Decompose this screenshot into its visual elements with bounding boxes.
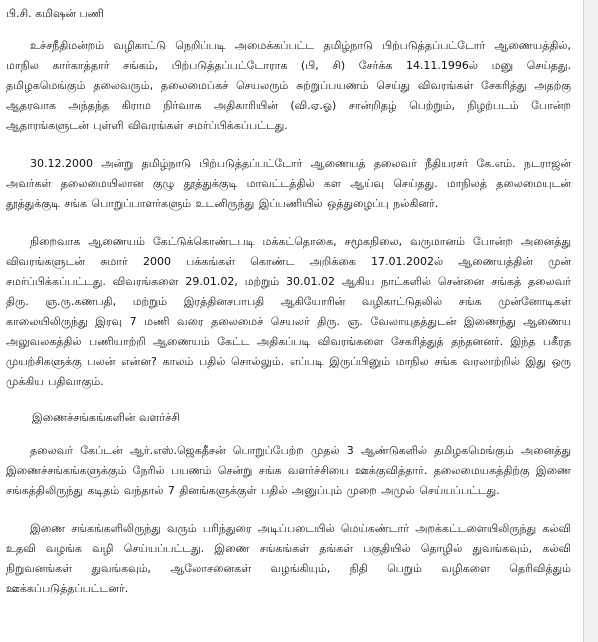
paragraph-petition: உச்சநீதிமன்றம் வழிகாட்டு நெறிப்படி அமைக்கப்பட்ட தமிழ்நாடு பிற்படுத்தப்பட்டோர் ஆணையத்தில், மாநில கார்காத்தார் சங்கம், பிற்படுத்தப்பட்டோராக (பி, சி) சேர்க்க 14.11.1996ல் மனு செய்தது. தமிழகமெங்கும் தலைவரும், தலைமைப்கச் செயலரும் சுற்றுப்பயணம் செய்து விவரங்கள் சேகரித்து அதற்கு ஆதரவாக அந்தந்த கிராம நிர்வாக அதிகாரியின் (வி.ஏ.ஓ) சான்றிதழ் பெற்றும், நிழற்படம் போன்ற ஆதாரங்களுடன் புள்ளி விவரங்கள் சமர்ப்பிக்கப்பட்டது. [6,39,571,132]
subsection-title: இணைச்சங்கங்களின் வளர்ச்சி [32,411,180,424]
paragraph-leader-travel: தலைவர் கேப்டன் ஆர்.எஸ்.ஜெகதீசன் பொறுப்பேற்ற முதல் 3 ஆண்டுகளில் தமிழகமெங்கும் அனைத்து இணைச்சங்கங்களுக்கும் நேரில் பயணம் சென்று சங்க வளர்ச்சியை ஊக்குவித்தார். தலைமையகத்திற்கு இணை சங்கத்திலிருந்து கடிதம் வந்தால் 7 தினங்களுக்குள் பதில் அனுப்பும் முறை அமுல் செய்யப்பட்டது. [6,444,571,497]
vertical-scrollbar[interactable] [584,0,598,642]
paragraph-education-aid: இணை சங்கங்களிலிருந்து வரும் பரிந்துரை அடிப்படையில் மெய்கண்டார் அறக்கட்டளையிலிருந்து கல்வி உதவி வழங்க வழி செய்யப்பட்டது. இணை சங்கங்கள் தங்கள் பகுதியில் தொழில் துவங்கவும், கல்வி நிறுவனங்கள் துவங்கவும், ஆலோசனைகள் வழங்கியும், நிதி பெறும் வழிகளை தெரிவித்தும் ஊக்கப்படுத்தப்பட்டனர். [6,522,571,595]
section-title: பி.சி. கமிஷன் பணி [6,7,105,20]
paragraph-report: நிறைவாக ஆணையம் கேட்டுக்கொண்டபடி மக்கட்தொகை, சமூகநிலை, வருமானம் போன்ற அனைத்து விவரங்களுடன் சுமார் 2000 பக்கங்கள் கொண்ட அறிக்கை 17.01.2002ல் ஆணையத்தின் முன் சமர்ப்பிக்கப்பட்டது. விவரங்களை 29.01.02, மற்றும் 30.01.02 ஆகிய நாட்களில் சென்னை சங்கத் தலைவர் திரு. ஞ.ரு.கணபதி, மற்றும் இரத்தினசபாபதி ஆகியோரின் வழிகாட்டுதலில் சங்க முன்னோடிகள் காலையிலிருந்து இரவு 7 மணி வரை தலைமைச் செயலர் திரு. ஞ. வேலாயுதத்துடன் இணைந்து ஆணைய அலுவலகத்தில் பணியாற்றி ஆணையம் கேட்ட அதிகப்படி விவரங்களை சேகரித்துத் தந்தனனர். இந்த பகீரத முயற்சிகளுக்கு பலன் என்ன? காலம் பதில் சொல்லும். எப்படி இருப்பினும் மாநில சங்க வரலாற்றில் இது ஒரு முக்கிய பதிவாகும். [6,235,571,388]
paragraph-field-survey: 30.12.2000 அன்று தமிழ்நாடு பிற்படுத்தப்பட்டோர் ஆணையத் தலைவர் நீதியரசர் கே.எம். நடராஜன் அவர்கள் தலைமையிலான குழு தூத்துக்குடி மாவட்டத்தில் கள ஆய்வு செய்தது. மாநிலத் தலைமையுடன் தூத்துக்குடி சங்க பொறுப்பாளர்களும் உடனிருந்து இப்பணியில் ஒத்துழைப்பு நல்கினர். [6,157,571,210]
